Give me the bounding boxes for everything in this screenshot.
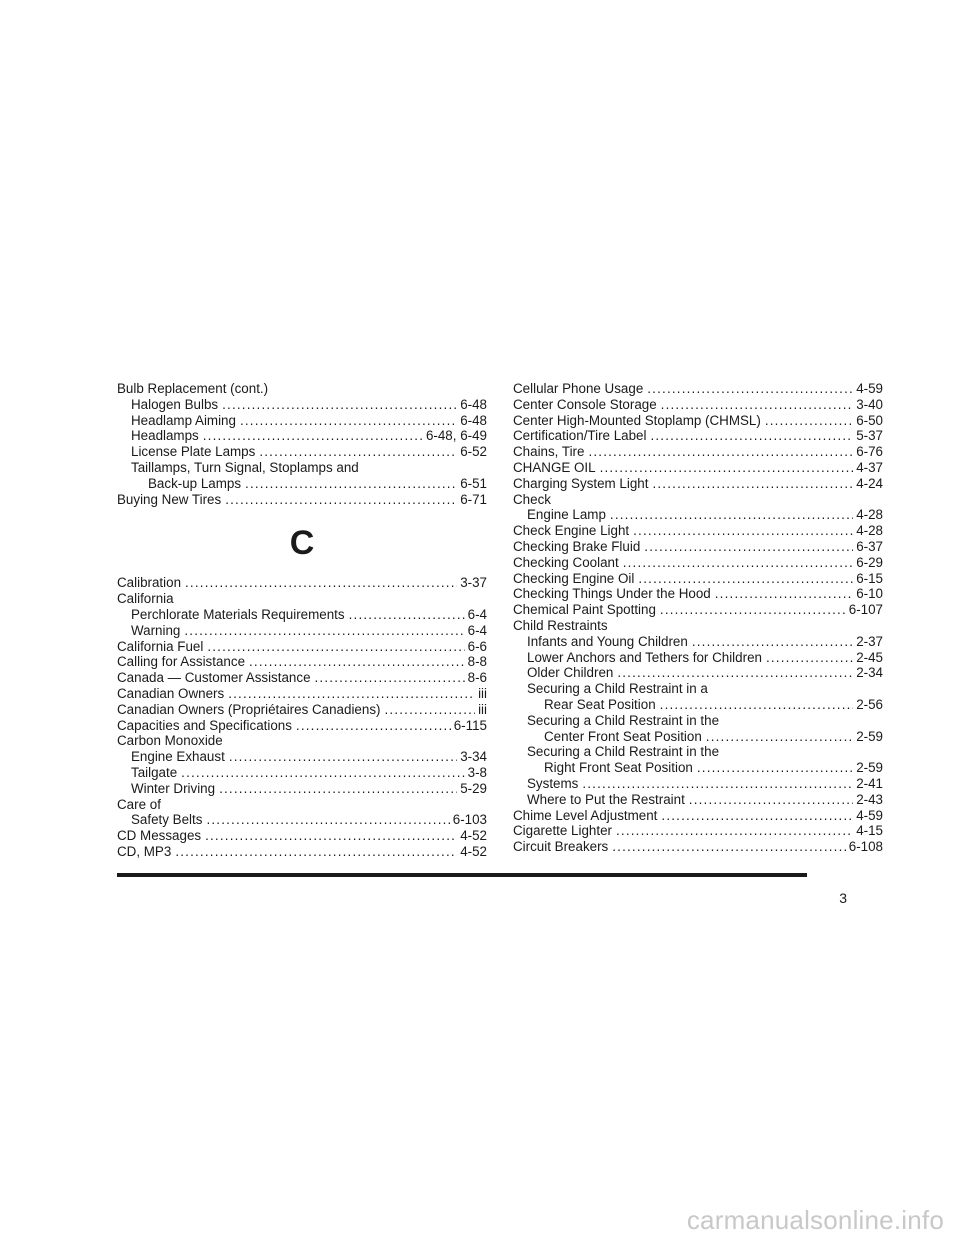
index-entry (117, 460, 487, 476)
dot-leader (207, 639, 464, 655)
index-entry-page: 6-48, 6-49 (425, 428, 487, 444)
index-entry-term: Care of (117, 796, 161, 812)
index-entry-term: Systems (527, 775, 579, 791)
dot-leader (623, 555, 853, 571)
index-entry-term: Center Front Seat Position (544, 728, 702, 744)
index-entry-term: CHANGE OIL (513, 459, 596, 475)
index-entry-term: Child Restraints (513, 617, 608, 633)
index-entry (513, 428, 883, 444)
index-entry (513, 776, 883, 792)
index-entry (513, 744, 883, 760)
index-entry-term: Circuit Breakers (513, 839, 609, 855)
index-entry (513, 444, 883, 460)
footer-rule (117, 873, 807, 877)
index-entry (513, 650, 883, 666)
dot-leader (222, 397, 457, 413)
index-entry-term: Cigarette Lighter (513, 823, 612, 839)
index-entry (117, 444, 487, 460)
dot-leader (582, 776, 853, 792)
index-entry-term: Buying New Tires (117, 491, 222, 507)
dot-leader (647, 381, 853, 397)
index-entry (117, 686, 487, 702)
index-entry (513, 413, 883, 429)
index-entry-page: 4-59 (856, 381, 883, 396)
index-entry-term: Certification/Tire Label (513, 428, 647, 444)
index-entry (513, 381, 883, 397)
index-entry (117, 797, 487, 813)
index-entry-page: 6-37 (856, 538, 883, 554)
index-entry-page: 2-41 (856, 775, 883, 791)
dot-leader (225, 492, 457, 508)
index-entry (513, 523, 883, 539)
index-entry-term: Chains, Tire (513, 444, 585, 460)
index-entry-term: Checking Engine Oil (513, 570, 635, 586)
index-entry-page: 6-48 (460, 412, 487, 428)
index-entry (117, 765, 487, 781)
index-entry-term: Carbon Monoxide (117, 733, 223, 749)
index-entry (513, 808, 883, 824)
index-entry (513, 602, 883, 618)
index-entry-page: 6-50 (856, 412, 883, 428)
dot-leader (206, 812, 449, 828)
index-entry-term: Canadian Owners (Propriétaires Canadiens) (117, 701, 381, 717)
index-entry-term: Warning (131, 622, 181, 638)
index-entry (513, 792, 883, 808)
dot-leader (652, 476, 853, 492)
index-entry-page: 4-15 (856, 823, 883, 839)
index-entry (117, 397, 487, 413)
index-entry-page: 6-4 (467, 622, 487, 638)
index-entry (513, 839, 883, 855)
index-entry-page: 5-37 (856, 428, 883, 444)
dot-leader (219, 781, 457, 797)
index-entry-term: Older Children (527, 665, 614, 681)
index-entry-page: 5-29 (460, 780, 487, 796)
index-entry (117, 828, 487, 844)
dot-leader (706, 729, 853, 745)
index-entry-page: 4-28 (856, 523, 883, 539)
dot-leader (692, 634, 853, 650)
index-entry-term: California Fuel (117, 638, 204, 654)
index-entry (117, 718, 487, 734)
index-entry-term: Chemical Paint Spotting (513, 602, 656, 618)
index-entry-page: 2-34 (856, 665, 883, 681)
index-entry-term: Taillamps, Turn Signal, Stoplamps and (131, 459, 359, 475)
index-entry-page: 6-108 (848, 839, 883, 855)
dot-leader (315, 670, 465, 686)
index-entry (513, 539, 883, 555)
index-entry-term: California (117, 591, 174, 607)
index-entry-page: 4-28 (856, 507, 883, 523)
index-entry (513, 571, 883, 587)
index-entry-page: 6-52 (460, 444, 487, 460)
index-entry-page: 6-48 (460, 396, 487, 412)
index-entry-term: Securing a Child Restraint in the (527, 712, 720, 728)
index-entry (117, 413, 487, 429)
index-entry-page: 6-71 (460, 491, 487, 507)
index-entry (513, 823, 883, 839)
index-entry-term: Checking Coolant (513, 554, 619, 570)
index-entry (513, 586, 883, 602)
index-entry-page: iii (478, 685, 487, 701)
index-entry (513, 665, 883, 681)
index-entry-page: 2-56 (856, 696, 883, 712)
index-entry-term: Engine Exhaust (131, 749, 225, 765)
dot-leader (249, 654, 465, 670)
page-number: 3 (839, 890, 847, 906)
index-entry-page: 6-6 (467, 638, 487, 654)
index-column-right (513, 381, 883, 855)
index-entry-term: Securing a Child Restraint in the (527, 744, 720, 760)
index-entry-page: 6-115 (453, 717, 487, 733)
dot-leader (175, 844, 457, 860)
index-entry-page: 4-37 (856, 459, 883, 475)
section-letter-heading: C (289, 524, 315, 563)
index-entry-page: iii (478, 701, 487, 717)
index-entry-term: Checking Brake Fluid (513, 538, 641, 554)
dot-leader (259, 444, 457, 460)
index-entry-page: 4-52 (460, 828, 487, 844)
dot-leader (184, 623, 464, 639)
index-entry (513, 729, 883, 745)
index-entry-term: Check (513, 491, 551, 507)
index-entry-term: Calibration (117, 575, 182, 591)
index-entry (117, 844, 487, 860)
index-entry-term: Tailgate (131, 764, 178, 780)
dot-leader (229, 749, 457, 765)
dot-leader (650, 428, 853, 444)
index-entry-term: Headlamps (131, 428, 199, 444)
index-entry-page: 4-59 (856, 807, 883, 823)
index-entry-page: 4-52 (460, 843, 487, 859)
index-entry (117, 654, 487, 670)
index-entry (117, 591, 487, 607)
index-entry-term: Checking Things Under the Hood (513, 586, 711, 602)
index-entry (117, 639, 487, 655)
index-entry-page: 2-59 (856, 760, 883, 776)
dot-leader (185, 575, 457, 591)
dot-leader (715, 586, 853, 602)
index-entry-page: 6-29 (856, 554, 883, 570)
index-entry-term: Winter Driving (131, 780, 216, 796)
index-entry-term: Halogen Bulbs (131, 396, 219, 412)
index-entry (513, 618, 883, 634)
index-entry-term: Center High-Mounted Stoplamp (CHMSL) (513, 412, 761, 428)
index-entry-page: 3-34 (460, 749, 487, 765)
index-entry-term: CD, MP3 (117, 843, 172, 859)
index-entry-term: Where to Put the Restraint (527, 791, 685, 807)
dot-leader (765, 413, 853, 429)
index-entry-page: 6-10 (856, 586, 883, 602)
index-entry (513, 681, 883, 697)
index-entry (513, 492, 883, 508)
index-entry (513, 476, 883, 492)
dot-leader (644, 539, 853, 555)
index-entry-term: Engine Lamp (527, 507, 606, 523)
index-entry-page: 2-37 (856, 633, 883, 649)
index-entry-page: 6-76 (856, 444, 883, 460)
index-entry-term: CD Messages (117, 828, 202, 844)
dot-leader (661, 397, 854, 413)
index-entry-page: 2-43 (856, 791, 883, 807)
dot-leader (349, 607, 465, 623)
dot-leader (689, 792, 853, 808)
index-entry (117, 781, 487, 797)
index-entry-term: Safety Belts (131, 812, 203, 828)
index-entry-term: Back-up Lamps (148, 475, 242, 491)
index-entry-term: License Plate Lamps (131, 444, 256, 460)
dot-leader (697, 760, 853, 776)
index-entry (117, 381, 487, 397)
index-entry-term: Canadian Owners (117, 685, 225, 701)
index-entry (117, 476, 487, 492)
index-entry-term: Canada — Customer Assistance (117, 670, 311, 686)
index-entry (513, 697, 883, 713)
dot-leader (766, 650, 853, 666)
dot-leader (296, 718, 451, 734)
index-entry (117, 702, 487, 718)
index-entry-term: Check Engine Light (513, 523, 630, 539)
dot-leader (616, 823, 853, 839)
index-entry (117, 670, 487, 686)
index-entry-term: Securing a Child Restraint in a (527, 681, 708, 697)
index-entry (513, 397, 883, 413)
index-entry-term: Right Front Seat Position (544, 760, 693, 776)
dot-leader (588, 444, 853, 460)
watermark: carmanualsonline.info (686, 1205, 944, 1235)
index-entry-page: 3-37 (460, 575, 487, 591)
index-entry (513, 713, 883, 729)
dot-leader (660, 602, 846, 618)
index-entry (117, 492, 487, 508)
index-entry-term: Lower Anchors and Tethers for Children (527, 649, 762, 665)
index-entry (513, 507, 883, 523)
dot-leader (181, 765, 464, 781)
index-entry-page: 3-8 (467, 764, 487, 780)
index-entry (513, 555, 883, 571)
index-entry-term: Headlamp Aiming (131, 412, 236, 428)
index-entry-page: 6-103 (452, 812, 487, 828)
dot-leader (617, 665, 853, 681)
index-entry-term: Chime Level Adjustment (513, 807, 658, 823)
index-entry (513, 634, 883, 650)
dot-leader (240, 413, 457, 429)
index-entry-term: Rear Seat Position (544, 696, 656, 712)
dot-leader (638, 571, 853, 587)
index-entry-page: 6-4 (467, 606, 487, 622)
index-entry (117, 812, 487, 828)
dot-leader (633, 523, 853, 539)
index-entry-page: 6-107 (848, 602, 883, 618)
dot-leader (228, 686, 475, 702)
index-column-left (117, 381, 487, 860)
dot-leader (610, 507, 853, 523)
index-entry-page: 2-45 (856, 649, 883, 665)
index-entry-term: Charging System Light (513, 475, 649, 491)
index-entry (117, 607, 487, 623)
index-entry (117, 575, 487, 591)
index-entry (117, 623, 487, 639)
index-entry-page: 8-6 (467, 670, 487, 686)
dot-leader (612, 839, 846, 855)
index-entry-term: Capacities and Specifications (117, 717, 292, 733)
index-entry-page: 4-24 (856, 475, 883, 491)
dot-leader (203, 428, 423, 444)
dot-leader (384, 702, 475, 718)
index-entry-term: Bulb Replacement (cont.) (117, 381, 269, 396)
dot-leader (205, 828, 457, 844)
index-entry (117, 733, 487, 749)
index-entry-term: Center Console Storage (513, 396, 657, 412)
index-entry-term: Infants and Young Children (527, 633, 688, 649)
index-entry (117, 749, 487, 765)
index-entry-page: 6-15 (856, 570, 883, 586)
dot-leader (600, 460, 854, 476)
dot-leader (245, 476, 457, 492)
index-entry-page: 3-40 (856, 396, 883, 412)
index-entry-page: 8-8 (467, 654, 487, 670)
index-entry-term: Perchlorate Materials Requirements (131, 606, 345, 622)
index-entry (513, 460, 883, 476)
dot-leader (661, 808, 853, 824)
index-entry (513, 760, 883, 776)
index-entry (117, 428, 487, 444)
index-entry-term: Cellular Phone Usage (513, 381, 644, 396)
index-entry-page: 6-51 (460, 475, 487, 491)
dot-leader (660, 697, 854, 713)
index-entry-page: 2-59 (856, 728, 883, 744)
index-entry-term: Calling for Assistance (117, 654, 246, 670)
